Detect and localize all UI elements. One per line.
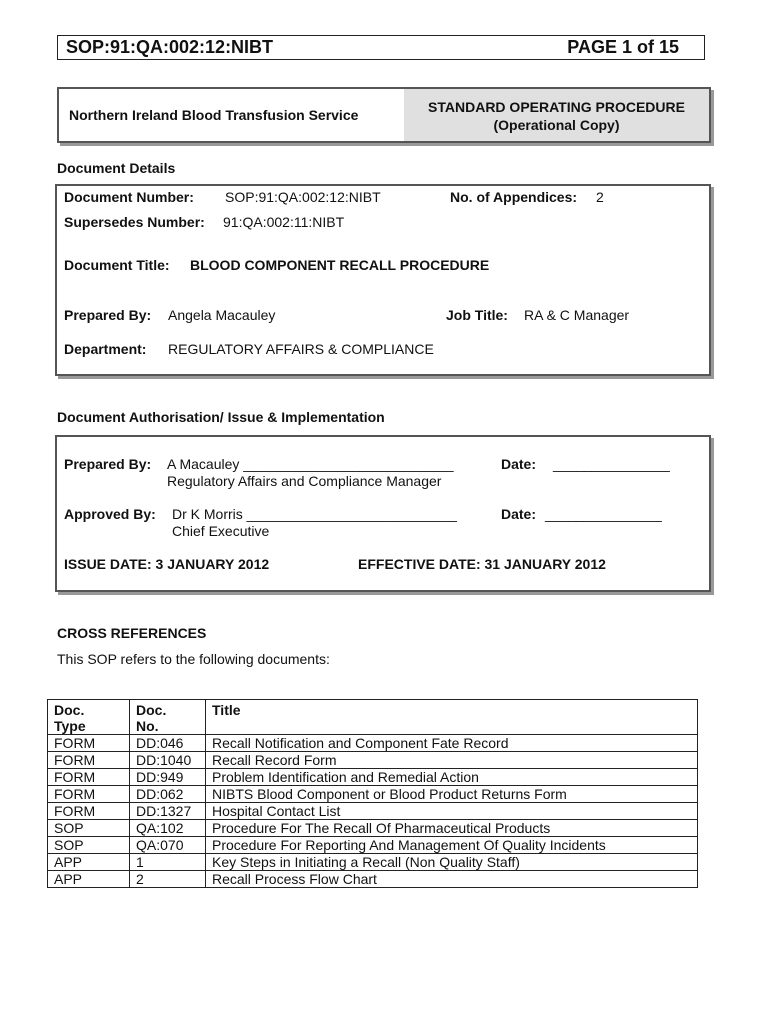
auth-prepared-label: Prepared By: (64, 456, 152, 472)
header-doc-type-line1: Doc. (54, 702, 85, 718)
organisation-box (57, 87, 711, 143)
cell-type: APP (48, 854, 130, 871)
cell-type: FORM (48, 752, 130, 769)
appendices-label: No. of Appendices: (450, 189, 578, 205)
supersedes-number: 91:QA:002:11:NIBT (223, 214, 345, 230)
auth-prepared-role: Regulatory Affairs and Compliance Manager (167, 473, 442, 489)
cell-title: NIBTS Blood Component or Blood Product Returns Form (206, 786, 698, 803)
auth-date-label-2: Date: (501, 506, 537, 522)
table-row (48, 837, 698, 854)
doc-title: BLOOD COMPONENT RECALL PROCEDURE (190, 257, 490, 273)
page-number: PAGE 1 of 15 (567, 37, 679, 57)
cell-no: DD:949 (130, 769, 206, 786)
cell-title: Procedure For The Recall Of Pharmaceutical Products (206, 820, 698, 837)
department-label: Department: (64, 341, 147, 357)
header-doc-type (48, 700, 130, 735)
auth-approved-role: Chief Executive (172, 523, 270, 539)
issue-date: ISSUE DATE: 3 JANUARY 2012 (64, 556, 270, 572)
sop-type-panel (404, 89, 709, 141)
cell-title: Hospital Contact List (206, 803, 698, 820)
table-row (48, 769, 698, 786)
cell-no: QA:102 (130, 820, 206, 837)
cross-refs-intro: This SOP refers to the following documents: (57, 651, 330, 667)
header-doc-no-line2: No. (136, 718, 159, 734)
cell-type: FORM (48, 803, 130, 820)
department: REGULATORY AFFAIRS & COMPLIANCE (168, 341, 434, 357)
table-row (48, 786, 698, 803)
cell-title: Key Steps in Initiating a Recall (Non Quality Staff) (206, 854, 698, 871)
cell-type: SOP (48, 837, 130, 854)
doc-number: SOP:91:QA:002:12:NIBT (225, 189, 381, 205)
auth-date-label-1: Date: (501, 456, 537, 472)
doc-number-label: Document Number: (64, 189, 194, 205)
cell-type: SOP (48, 820, 130, 837)
header-doc-type-line2: Type (54, 718, 86, 734)
table-row (48, 752, 698, 769)
details-section-title: Document Details (57, 160, 176, 176)
cell-no: DD:046 (130, 735, 206, 752)
auth-prepared: A Macauley ___________________________ (167, 456, 454, 472)
effective-date: EFFECTIVE DATE: 31 JANUARY 2012 (358, 556, 606, 572)
cell-no: DD:062 (130, 786, 206, 803)
details-box (55, 184, 711, 376)
cell-title: Recall Notification and Component Fate Record (206, 735, 698, 752)
cell-title: Problem Identification and Remedial Action (206, 769, 698, 786)
cell-no: DD:1327 (130, 803, 206, 820)
cross-refs-table (47, 699, 698, 888)
auth-section-title: Document Authorisation/ Issue & Implementation (57, 409, 385, 425)
auth-date-line-1: _______________ (553, 456, 670, 472)
table-row (48, 803, 698, 820)
appendices-count: 2 (596, 189, 604, 205)
supersedes-label: Supersedes Number: (64, 214, 205, 230)
header-doc-no (130, 700, 206, 735)
sop-code: SOP:91:QA:002:12:NIBT (66, 37, 274, 57)
page-header (57, 35, 705, 60)
auth-approved-label: Approved By: (64, 506, 156, 522)
organisation-name: Northern Ireland Blood Transfusion Service (69, 107, 359, 123)
table-row (48, 735, 698, 752)
cell-no: QA:070 (130, 837, 206, 854)
cell-title: Recall Record Form (206, 752, 698, 769)
auth-box (55, 435, 711, 592)
header-title: Title (206, 700, 698, 735)
copy-type: (Operational Copy) (493, 117, 620, 133)
cell-title: Recall Process Flow Chart (206, 871, 698, 888)
header-doc-no-line1: Doc. (136, 702, 167, 718)
auth-approved: Dr K Morris ___________________________ (172, 506, 457, 522)
prepared-by: Angela Macauley (168, 307, 276, 323)
cell-no: 1 (130, 854, 206, 871)
table-row (48, 854, 698, 871)
cell-type: APP (48, 871, 130, 888)
table-row (48, 820, 698, 837)
cell-type: FORM (48, 786, 130, 803)
job-title: RA & C Manager (524, 307, 630, 323)
doc-title-label: Document Title: (64, 257, 170, 273)
cell-type: FORM (48, 735, 130, 752)
table-header-row (48, 700, 698, 735)
cell-no: 2 (130, 871, 206, 888)
auth-date-line-2: _______________ (545, 506, 662, 522)
table-row (48, 871, 698, 888)
cell-type: FORM (48, 769, 130, 786)
doc-type: STANDARD OPERATING PROCEDURE (428, 99, 685, 115)
cell-title: Procedure For Reporting And Management Of Quality Incidents (206, 837, 698, 854)
job-title-label: Job Title: (446, 307, 508, 323)
cell-no: DD:1040 (130, 752, 206, 769)
prepared-by-label: Prepared By: (64, 307, 152, 323)
cross-refs-title: CROSS REFERENCES (57, 625, 207, 641)
